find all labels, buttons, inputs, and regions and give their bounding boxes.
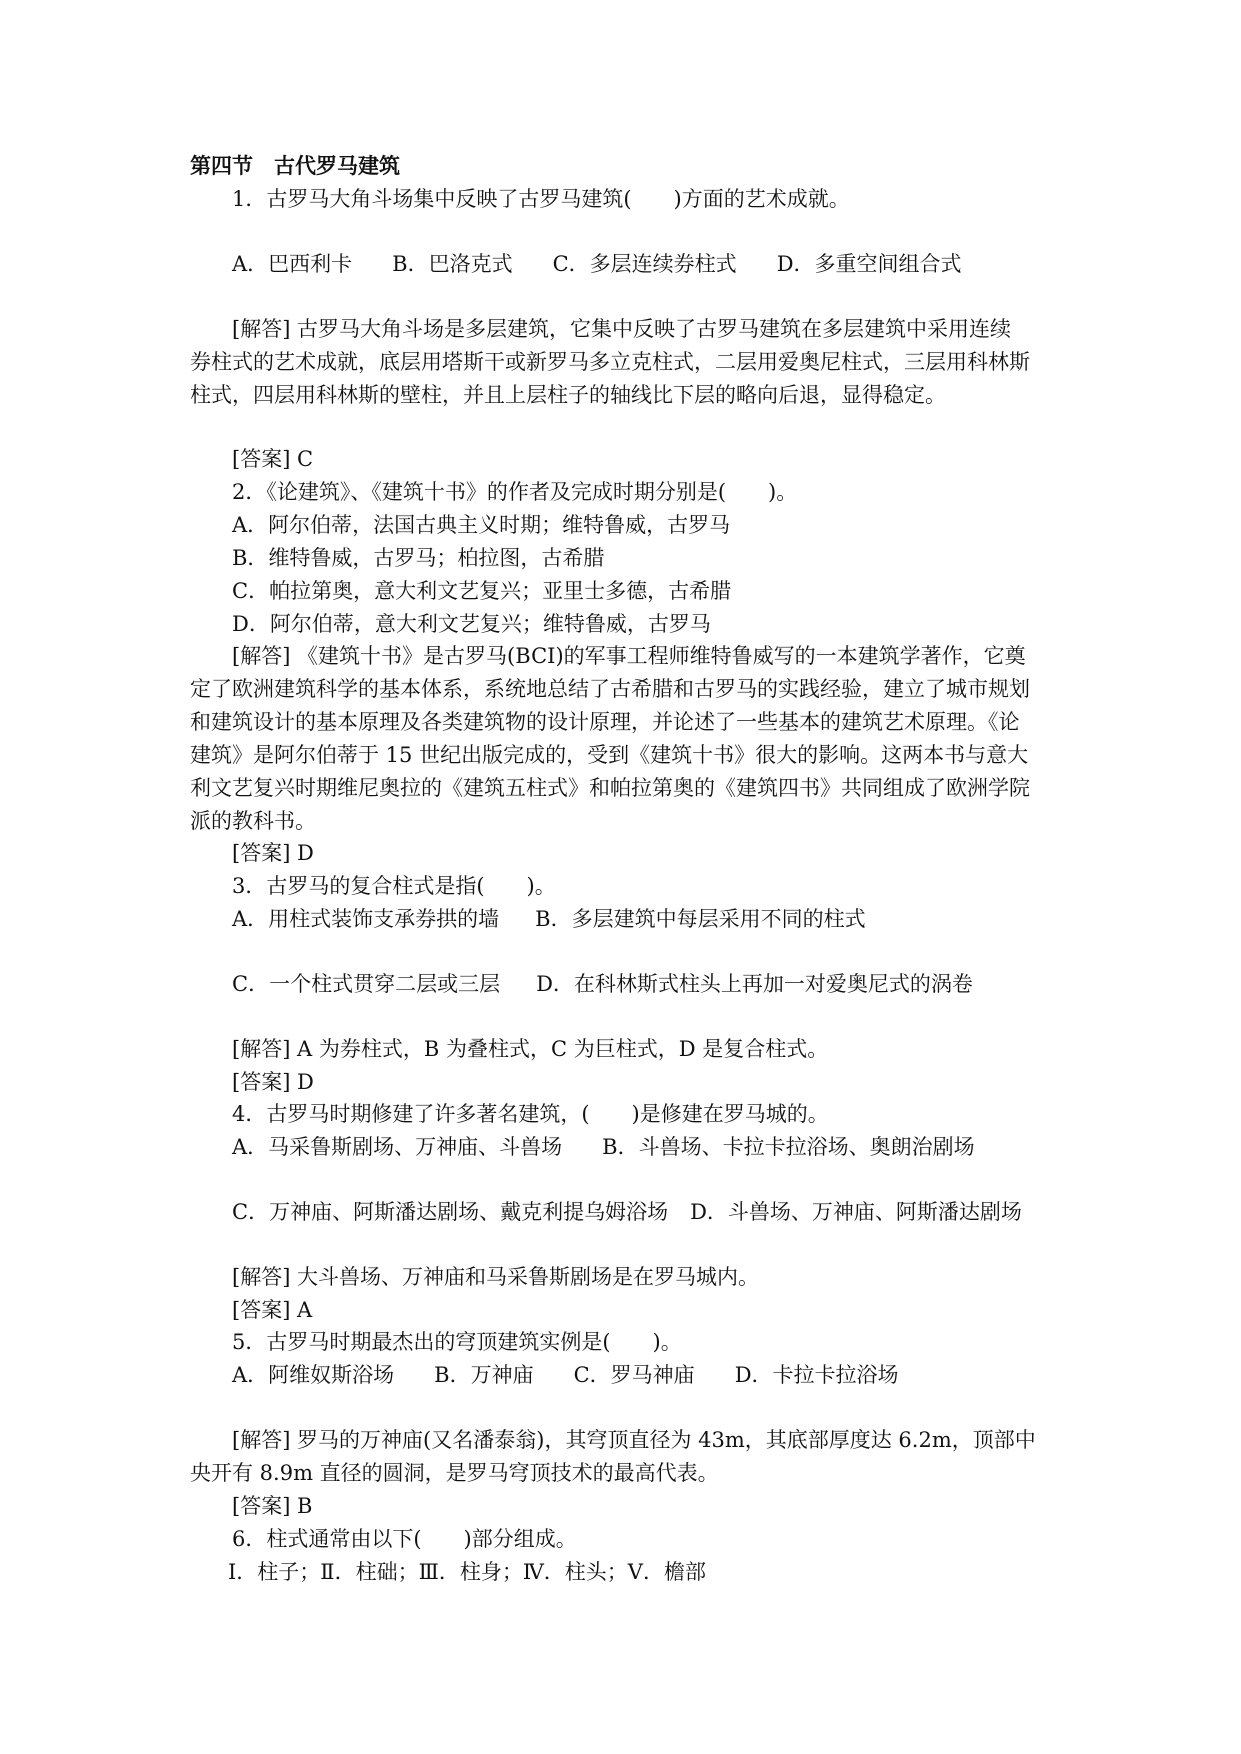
q4-answer: [答案] A <box>232 1298 313 1322</box>
q2-option-d: D．阿尔伯蒂，意大利文艺复兴；维特鲁威，古罗马 <box>232 612 711 636</box>
q5-option-a: A．阿维奴斯浴场 <box>232 1363 395 1387</box>
q3-options-row <box>232 909 866 930</box>
q5-option-d: D．卡拉卡拉浴场 <box>734 1363 899 1387</box>
q3-option-c: C．一个柱式贯穿二层或三层 <box>232 972 501 996</box>
q2-explanation-line: 和建筑设计的基本原理及各类建筑物的设计原理，并论述了一些基本的建筑艺术原理。《论 <box>190 710 1020 734</box>
q3-answer: [答案] D <box>232 1070 314 1094</box>
q2-explanation-line: 利文艺复兴时期维尼奥拉的《建筑五柱式》和帕拉第奥的《建筑四书》共同组成了欧洲学院 <box>190 776 1030 800</box>
q1-option-a: A．巴西利卡 <box>232 252 353 276</box>
q6-question: 6．柱式通常由以下( )部分组成。 <box>232 1527 577 1551</box>
q5-option-b: B．万神庙 <box>434 1363 534 1387</box>
q2-explanation-line: 定了欧洲建筑科学的基本体系，系统地总结了古希腊和古罗马的实践经验，建立了城市规划 <box>190 677 1030 701</box>
q3-options-row <box>232 974 973 995</box>
q4-option-d: D．斗兽场、万神庙、阿斯潘达剧场 <box>690 1200 1022 1224</box>
q5-explanation-line: [解答] 罗马的万神庙(又名潘泰翁)，其穹顶直径为 43m，其底部厚度达 6.2m，顶部中 <box>232 1428 1036 1452</box>
q3-question: 3．古罗马的复合柱式是指( )。 <box>232 874 556 898</box>
q2-explanation-line: 建筑》是阿尔伯蒂于 15 世纪出版完成的，受到《建筑十书》很大的影响。这两本书与意大 <box>190 743 1029 767</box>
q3-option-b: B．多层建筑中每层采用不同的柱式 <box>535 907 866 931</box>
q4-options-row <box>232 1202 1022 1223</box>
q4-option-b: B．斗兽场、卡拉卡拉浴场、奥朗治剧场 <box>602 1135 975 1159</box>
q2-question: 2．《论建筑》、《建筑十书》的作者及完成时期分别是( )。 <box>232 480 798 504</box>
q5-question: 5．古罗马时期最杰出的穹顶建筑实例是( )。 <box>232 1330 682 1354</box>
q2-answer: [答案] D <box>232 841 314 865</box>
q6-items: Ⅰ．柱子；Ⅱ．柱础；Ⅲ．柱身；Ⅳ．柱头；Ⅴ．檐部 <box>228 1560 706 1584</box>
q2-option-b: B．维特鲁威，古罗马；柏拉图，古希腊 <box>232 546 605 570</box>
q3-option-a: A．用柱式装饰支承券拱的墙 <box>232 907 500 931</box>
q1-explanation-line: 柱式，四层用科林斯的壁柱，并且上层柱子的轴线比下层的略向后退，显得稳定。 <box>190 383 946 407</box>
q1-explanation-line: 券柱式的艺术成就，底层用塔斯干或新罗马多立克柱式，二层用爱奥尼柱式，三层用科林斯 <box>190 350 1030 374</box>
q4-explanation: [解答] 大斗兽场、万神庙和马采鲁斯剧场是在罗马城内。 <box>232 1265 760 1289</box>
q5-option-c: C．罗马神庙 <box>573 1363 695 1387</box>
q2-option-c: C．帕拉第奥，意大利文艺复兴；亚里士多德，古希腊 <box>232 579 732 603</box>
q5-explanation-line: 央开有 8.9m 直径的圆洞，是罗马穹顶技术的最高代表。 <box>190 1461 719 1485</box>
q1-explanation-line: [解答] 古罗马大角斗场是多层建筑，它集中反映了古罗马建筑在多层建筑中采用连续 <box>232 317 1012 341</box>
section-title: 第四节 古代罗马建筑 <box>190 153 400 178</box>
q1-option-d: D．多重空间组合式 <box>776 252 962 276</box>
q1-question: 1．古罗马大角斗场集中反映了古罗马建筑( )方面的艺术成就。 <box>232 187 850 211</box>
q4-options-row <box>232 1137 975 1158</box>
q4-question: 4．古罗马时期修建了许多著名建筑，( )是修建在罗马城的。 <box>232 1102 829 1126</box>
q3-explanation: [解答] A 为券柱式，B 为叠柱式，C 为巨柱式，D 是复合柱式。 <box>232 1037 829 1061</box>
q4-option-c: C．万神庙、阿斯潘达剧场、戴克利提乌姆浴场 <box>232 1200 669 1224</box>
q1-answer: [答案] C <box>232 447 314 471</box>
q2-explanation-line: 派的教科书。 <box>190 809 316 833</box>
q3-option-d: D．在科林斯式柱头上再加一对爱奥尼式的涡卷 <box>536 972 973 996</box>
q4-option-a: A．马采鲁斯剧场、万神庙、斗兽场 <box>232 1135 563 1159</box>
q5-answer: [答案] B <box>232 1494 313 1518</box>
q5-options <box>232 1365 899 1386</box>
q1-option-c: C．多层连续券柱式 <box>552 252 737 276</box>
q1-options <box>232 254 962 275</box>
q1-option-b: B．巴洛克式 <box>392 252 513 276</box>
q2-explanation-line: [解答] 《建筑十书》是古罗马(BCI)的军事工程师维特鲁威写的一本建筑学著作，它奠 <box>232 644 1026 668</box>
q2-option-a: A．阿尔伯蒂，法国古典主义时期；维特鲁威，古罗马 <box>232 513 731 537</box>
